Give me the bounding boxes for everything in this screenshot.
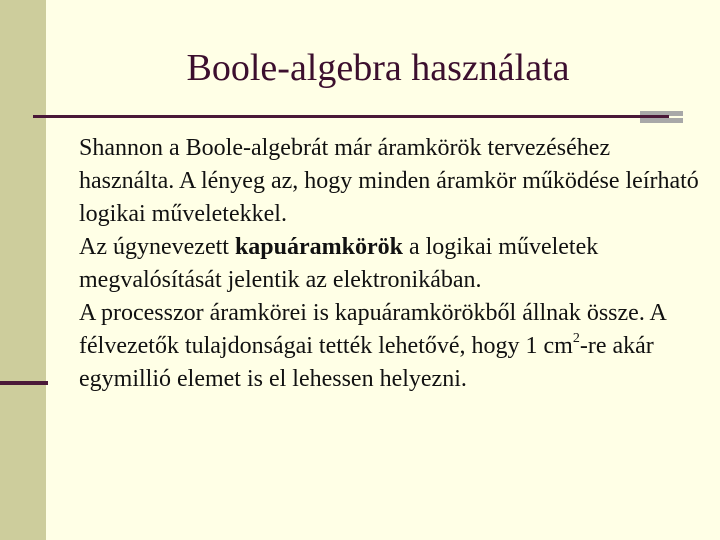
slide-body bbox=[79, 132, 709, 396]
left-accent-bar bbox=[0, 381, 48, 385]
title-rule-shadow-lower bbox=[640, 118, 683, 123]
left-decorative-band bbox=[0, 0, 46, 540]
paragraph-gate-circuits bbox=[79, 231, 709, 297]
paragraph-gate-circuits-end: a logikai műveletek megvalósítását jelentik az elektronikában. bbox=[79, 234, 599, 293]
paragraph-processor-end: -re akár egymillió elemet is el lehessen helyezni. bbox=[79, 333, 654, 392]
title-rule bbox=[33, 115, 669, 118]
paragraph-shannon: Shannon a Boole-algebrát már áramkörök tervezéséhez használta. A lényeg az, hogy minden áramkör működése leírható logikai műveletekkel. bbox=[79, 135, 699, 227]
square-exponent: 2 bbox=[572, 331, 580, 346]
gate-circuits-term: kapuáramkörök bbox=[234, 234, 403, 260]
paragraph-processor-start: A processzor áramkörei is kapuáramkörökből állnak össze. A félvezetők tulajdonságai tették lehetővé, hogy 1 cm bbox=[79, 300, 666, 359]
slide-title: Boole-algebra használata bbox=[186, 47, 570, 89]
paragraph-gate-circuits-start: Az úgynevezett bbox=[79, 234, 235, 260]
paragraph-processor bbox=[79, 297, 709, 396]
